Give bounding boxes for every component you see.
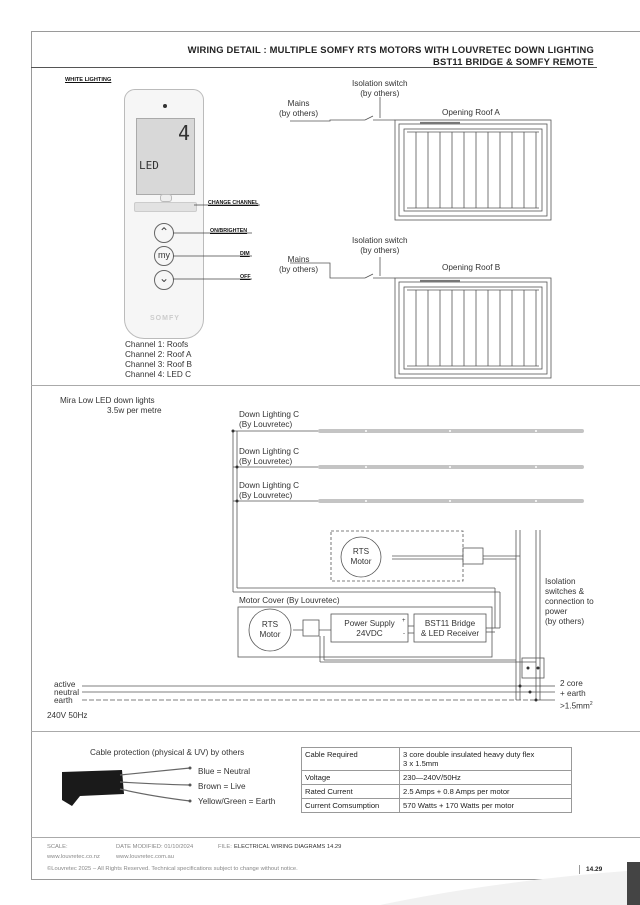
spec-value: 230—240V/50Hz	[400, 771, 572, 785]
down-lighting-2-line2: (By Louvretec)	[239, 457, 293, 466]
rts-motor-top-line2: Motor	[350, 557, 372, 566]
roof-b-mains-line1: Mains	[287, 255, 310, 264]
rts-motor-cover-line1: RTS	[261, 620, 279, 629]
spec-key: Current Comsumption	[302, 799, 400, 813]
white-lighting-heading: WHITE LIGHTING	[65, 77, 112, 83]
callout-on-brighten: ON/BRIGHTEN	[210, 228, 248, 234]
rts-motor-top-line1: RTS	[352, 547, 370, 556]
roof-b-label: Opening Roof B	[442, 263, 501, 272]
roof-a-mains-line1: Mains	[287, 99, 310, 108]
channel-3: Channel 3: Roof B	[125, 360, 192, 369]
channel-4: Channel 4: LED C	[125, 370, 191, 379]
isolation-line-4: power	[545, 607, 568, 616]
wire-live: Brown = Live	[198, 782, 246, 791]
down-lighting-3-line2: (By Louvretec)	[239, 491, 293, 500]
channel-2: Channel 2: Roof A	[125, 350, 192, 359]
psu-minus: -	[403, 631, 405, 637]
callout-dim: DIM	[240, 251, 250, 257]
spec-value: 570 Watts + 170 Watts per motor	[400, 799, 572, 813]
down-lighting-3-line1: Down Lighting C	[239, 481, 300, 490]
mira-label-line2: 3.5w per metre	[107, 406, 162, 415]
bst11-bridge-line1: BST11 Bridge	[424, 619, 476, 628]
wire-earth: Yellow/Green = Earth	[198, 797, 276, 806]
cable-line-1: 2 core	[560, 679, 583, 688]
isolation-line-1: Isolation	[545, 577, 576, 586]
roof-a-isolation-line1: Isolation switch	[352, 79, 408, 88]
isolation-line-3: connection to	[545, 597, 594, 606]
down-lighting-1-line2: (By Louvretec)	[239, 420, 293, 429]
wire-neutral: Blue = Neutral	[198, 767, 251, 776]
cable-line-3: >1.5mm	[560, 701, 590, 711]
up-button[interactable]: ⌃	[154, 223, 174, 243]
lcd-channel-number: 4	[177, 121, 190, 145]
motor-cover-label: Motor Cover (By Louvretec)	[239, 596, 340, 605]
down-lighting-1-line1: Down Lighting C	[239, 410, 300, 419]
power-supply-line1: Power Supply	[344, 619, 395, 628]
roof-a-label: Opening Roof A	[442, 108, 500, 117]
footer-scale: SCALE:	[47, 844, 68, 850]
page-tab	[627, 862, 640, 905]
roof-b-isolation-line2: (by others)	[360, 246, 400, 255]
spec-value-line: 3 core double insulated heavy duty flex	[403, 750, 535, 759]
diagram-title: WIRING DETAIL : MULTIPLE SOMFY RTS MOTORS WITH LOUVRETEC DOWN LIGHTING	[187, 44, 594, 55]
my-button[interactable]: my	[154, 246, 174, 266]
callout-change-channel: CHANGE CHANNEL	[208, 200, 259, 206]
isolation-line-2: switches &	[545, 587, 585, 596]
footer-date: DATE MODIFIED: 01/10/2024	[116, 844, 194, 850]
spec-key: Voltage	[302, 771, 400, 785]
rts-motor-cover-line2: Motor	[259, 630, 281, 639]
footer-file-label: FILE:	[218, 844, 232, 850]
channel-1: Channel 1: Roofs	[125, 340, 189, 349]
bst11-bridge-line2: & LED Receiver	[420, 629, 480, 638]
cable-protection-title: Cable protection (physical & UV) by others	[90, 748, 245, 757]
roof-b-mains-line2: (by others)	[279, 265, 319, 274]
power-supply-line2: 24VDC	[356, 629, 383, 638]
roof-a-isolation-line2: (by others)	[360, 89, 400, 98]
footer-copyright: ©Louvretec 2025 – All Rights Reserved. Technical specifications subject to change without notice.	[47, 866, 298, 872]
supply-active: active	[54, 680, 76, 689]
footer-website-au[interactable]: www.louvretec.com.au	[116, 854, 174, 860]
page-number: 14.29	[586, 866, 603, 873]
footer-website-nz[interactable]: www.louvretec.co.nz	[47, 854, 100, 860]
cable-line-2: + earth	[560, 689, 586, 698]
roof-b-isolation-line1: Isolation switch	[352, 236, 408, 245]
psu-plus: +	[402, 618, 406, 624]
callout-off: OFF	[240, 274, 251, 280]
down-button[interactable]: ⌄	[154, 270, 174, 290]
somfy-logo: SOMFY	[150, 315, 180, 322]
spec-key: Rated Current	[302, 785, 400, 799]
supply-neutral: neutral	[54, 688, 80, 697]
mira-label-line1: Mira Low LED down lights	[60, 396, 155, 405]
supply-earth: earth	[54, 696, 73, 705]
isolation-line-5: (by others)	[545, 617, 585, 626]
roof-a-mains-line2: (by others)	[279, 109, 319, 118]
spec-value: 2.5 Amps + 0.8 Amps per motor	[400, 785, 572, 799]
supply-voltage: 240V 50Hz	[47, 711, 88, 720]
spec-key: Cable Required	[302, 748, 400, 771]
down-lighting-2-line1: Down Lighting C	[239, 447, 300, 456]
spec-value-line: 3 x 1.5mm	[403, 759, 439, 768]
footer-file-name: ELECTRICAL WIRING DIAGRAMS 14.29	[234, 844, 342, 850]
diagram-subtitle: BST11 BRIDGE & SOMFY REMOTE	[433, 56, 594, 67]
lcd-channel-name: LED	[139, 159, 159, 172]
cable-superscript: 2	[589, 701, 593, 707]
